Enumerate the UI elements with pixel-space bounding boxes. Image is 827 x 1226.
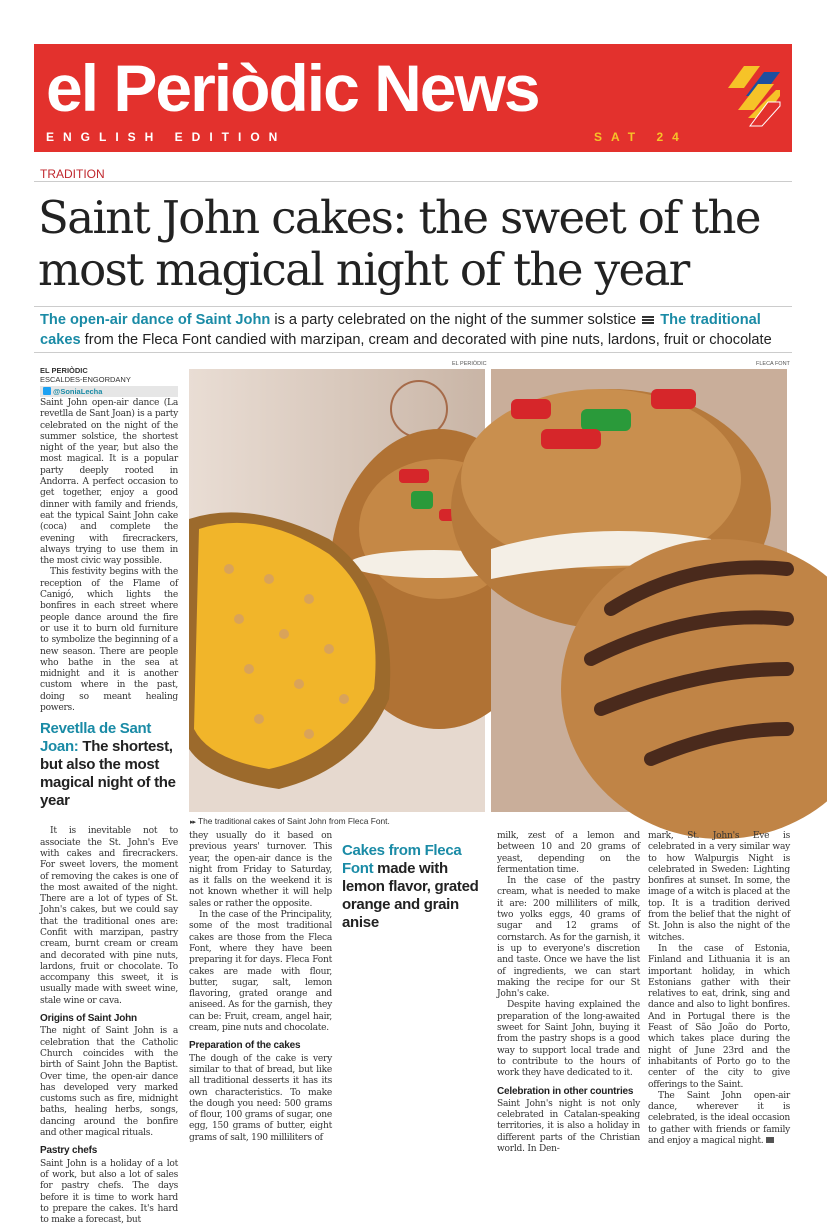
divider (34, 306, 792, 307)
cake-photo-left-illustration (189, 369, 485, 812)
twitter-handle-text: @SoniaLecha (53, 387, 103, 396)
photo-credit-left: EL PERIÒDIC (452, 361, 487, 367)
issue-date: SAT 24 (594, 130, 688, 144)
paragraph: This festivity begins with the reception of the Flame of Canigó, which lights the bonfires in each street where people dance around the fire or use it to burn old furniture to symbolize the beginning of a new season. There are people who bathe in the sea at midnight and it is another custom where in the past, doing so meant healing powers. (40, 567, 178, 714)
photo-credit-right: FLECA FONT (756, 361, 790, 367)
paragraph: mark, St. John's Eve is celebrated in a very similar way to how Walpurgis Night is celebrated in Sweden: Lighting bonfires at sunset. In some, the image of a witch is placed at the top. It is a tradition derived from the belief that the night of St. John is also the night of the witches. (648, 831, 790, 943)
paragraph: The night of Saint John is a celebration that the Catholic Church coincides with the birth of Saint John the Baptist. Over time, the open-air dance has developed very marked customs such as fire, midnight baths, healing herbs, songs, dancing around the bonfire and other magical rituals. (40, 1026, 178, 1139)
paragraph: In the case of the Principality, some of the most traditional cakes are those from the Fleca Font, where they have been preparing it for days. Fleca Font cakes are made with flour, butter, sugar, salt, lemon flavoring, grated orange and aniseed. As for the garnish, they can be: Fruit, cream, angel hair, cream, pine nuts and chocolate. (189, 910, 332, 1034)
paragraph: It is inevitable not to associate the St. John's Eve with cakes and firecrackers. For sweet lovers, the moment of removing the cakes is one of the most awaited of the night. There are a lot of types of St. John's cakes, but we could say that the traditional ones are: Confit with marzipan, pastry cream, burnt cream or cream and decorated with pine nuts, lardons, fruit or chocolate. To accompany this sweet, it is usually made with sweet wine, stale wine or cava. (40, 826, 178, 1006)
divider (34, 181, 792, 182)
twitter-handle[interactable] (40, 386, 178, 397)
paragraph: Saint John's night is not only celebrated in Catalan-speaking territories, it is also a holiday in different parts of the Christian world. In Den- (497, 1098, 640, 1155)
deck-summary (40, 310, 788, 350)
photo-caption-text: The traditional cakes of Saint John from Fleca Font. (198, 816, 390, 826)
pull-headline (342, 842, 487, 932)
subheading (40, 720, 178, 810)
article-column-4 (648, 831, 790, 1147)
section-tag[interactable]: TRADITION (40, 167, 105, 181)
end-mark-icon (766, 1137, 774, 1143)
paragraph-text: The Saint John open-air dance, wherever it is celebrated, is the ideal occasion to gather with friends or family and enjoy a magical night. (648, 1090, 790, 1147)
edition-label: ENGLISH EDITION (46, 130, 287, 144)
article-column-2 (189, 831, 332, 1144)
byline (40, 366, 178, 397)
paragraph: The dough of the cake is very similar to that of bread, but like all traditional desserts it has its own characteristics. To make the dough you need: 500 grams of flour, 100 grams of sugar, one egg, 150 grams of butter, eight grams of salt, 190 milliliters of (189, 1053, 332, 1143)
subheading-highlight: Revetlla de Sant Joan: (40, 720, 152, 756)
paragraph (648, 1091, 790, 1147)
masthead (34, 44, 792, 152)
deck-highlight: The open-air dance of Saint John (40, 312, 271, 328)
section-heading: Celebration in other countries (497, 1085, 634, 1097)
photo-caption (190, 816, 390, 826)
section-heading: Origins of Saint John (40, 1013, 137, 1025)
paragraph: In the case of the pastry cream, what is needed to make it are: 200 milliliters of milk, two yolks eggs, 40 grams of sugar and 12 grams of cornstarch. As for the garnish, it is up to everyone's discretion and taste. Once we have the list of ingredients, we can start making the recipe for our St John's cake. (497, 876, 640, 1000)
section-heading: Preparation of the cakes (189, 1040, 301, 1052)
paragraph: In the case of Estonia, Finland and Lithuania it is an important holiday, in which Estonians gather with their relatives to eat, drink, sing and dance and also to light bonfires. And in Portugal there is the Feast of São João do Porto, which takes place during the night of June 23rd and the inhabitants of Porto go to the center of the city to give offerings to the Saint. (648, 943, 790, 1090)
twitter-icon (43, 387, 51, 395)
paragraph: Despite having explained the preparation of the long-awaited sweet for Saint John, buying it from the pastry shops is a good way to support local trade and to contribute to the hours of work they have dedicated to it. (497, 1000, 640, 1079)
cake-photo-left[interactable] (189, 369, 485, 812)
pull-text: made with lemon flavor, grated orange and grain anise (342, 860, 479, 931)
byline-place: ESCALDES-ENGORDANY (40, 375, 131, 384)
deck-highlight: The traditional cakes (40, 312, 761, 348)
newspaper-logo[interactable]: el Periòdic News (46, 51, 539, 125)
paragraph: Saint John is a holiday of a lot of work, but also a lot of sales for pastry chefs. The days before it is time to work hard to prepare the cakes. It's hard to make a forecast, but (40, 1158, 178, 1226)
cake-photo-right-illustration (491, 369, 787, 812)
paragraph: Saint John open-air dance (La revetlla de Sant Joan) is a party celebrated on the night of the summer solstice, the shortest night of the year, but also the most magical. It is a popular party deeply rooted in Andorra. A perfect occasion to get together, enjoy a good dinner with family and friends, eat the typical Saint John cake (coca) and complete the evening with firecrackers, always trying to use them in the most civic way possible. (40, 398, 178, 567)
pull-highlight: Cakes from Fleca Font (342, 842, 462, 877)
deck-text: is a party celebrated on the night of the summer solstice (270, 312, 637, 328)
separator-icon (642, 316, 654, 324)
section-heading: Pastry chefs (40, 1145, 98, 1157)
deck-text: from the Fleca Font candied with marzipan, cream and decorated with pine nuts, lardons, fruit or chocolate (80, 332, 772, 348)
headline: Saint John cakes: the sweet of the most magical night of the year (38, 191, 760, 296)
caption-arrow-icon: ▸▸ (190, 819, 196, 826)
subheading-text: The shortest, but also the most magical night of the year (40, 738, 176, 810)
cake-photo-right[interactable] (491, 369, 787, 812)
divider (34, 352, 792, 353)
article-column-1 (40, 398, 178, 1226)
article-column-3 (497, 831, 640, 1155)
byline-org: EL PERIÒDIC (40, 366, 88, 375)
paragraph: milk, zest of a lemon and between 10 and 20 grams of yeast, depending on the fermentation time. (497, 831, 640, 875)
andorra-flag-icon (724, 66, 780, 126)
paragraph: they usually do it based on previous years' turnover. This year, the open-air dance is the night from Friday to Saturday, as it falls on the weekend it is not known whether it will help sales or rather the opposite. (189, 831, 332, 909)
